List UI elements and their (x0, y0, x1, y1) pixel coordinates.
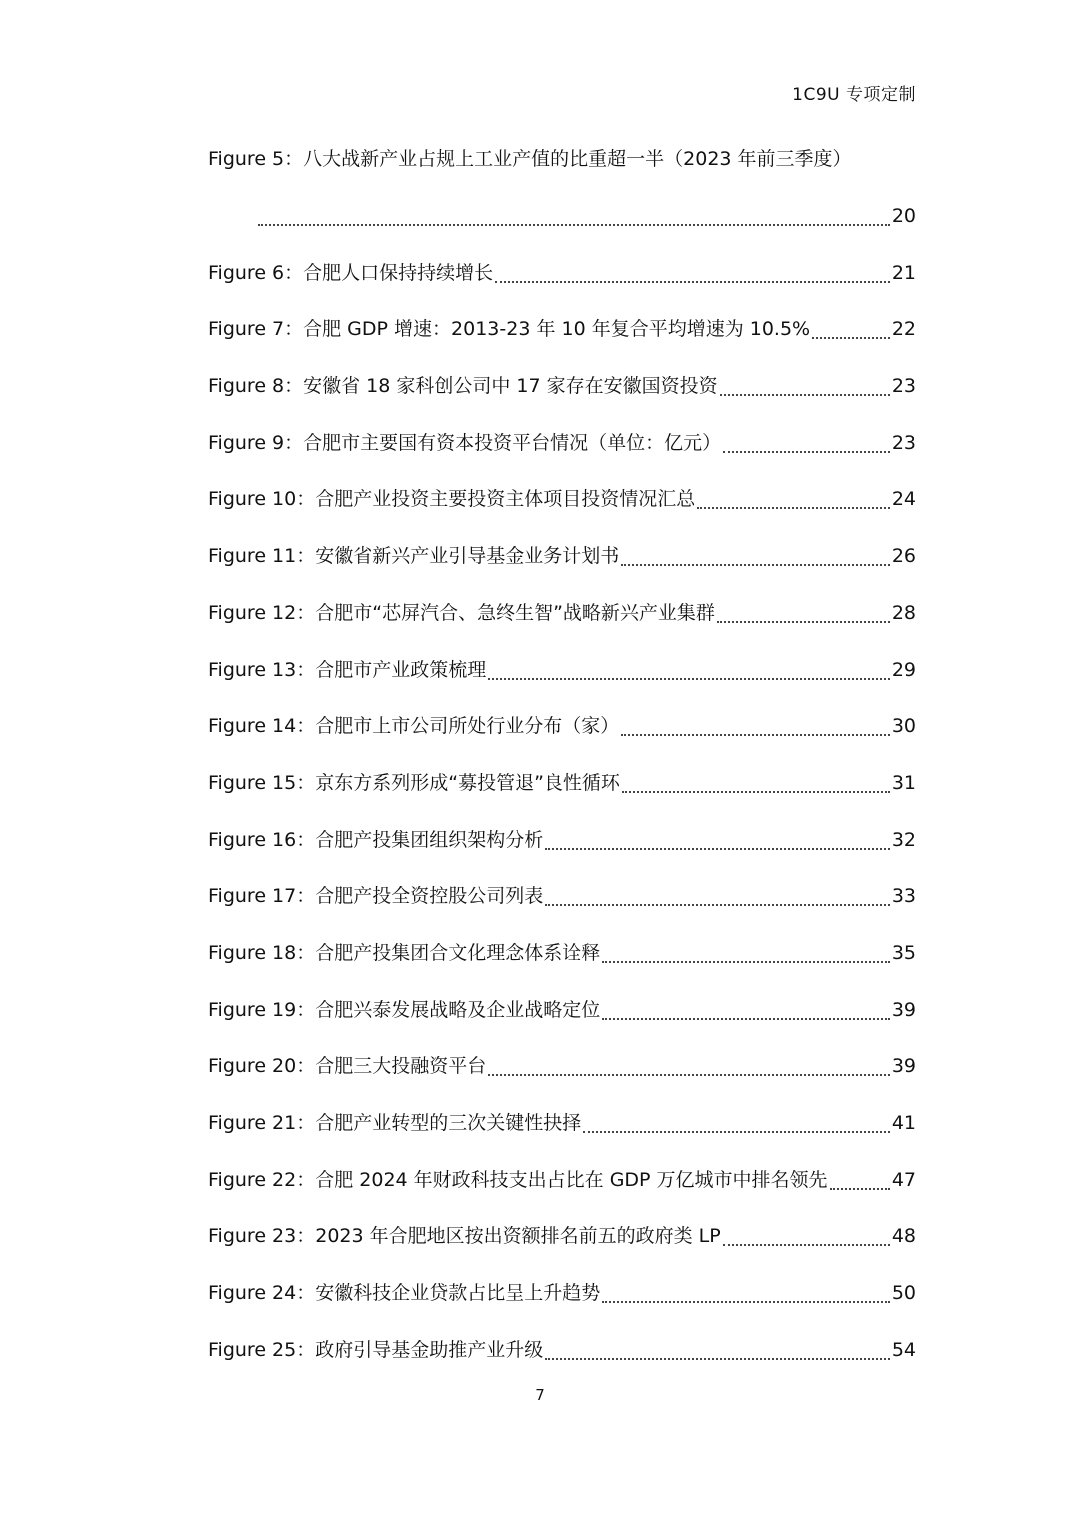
toc-entry-page: 30 (891, 715, 916, 738)
toc-entry[interactable] (208, 518, 916, 575)
toc-entry-label: Figure 8：安徽省 18 家科创公司中 17 家存在安徽国资投资 (208, 375, 718, 398)
toc-entry-page: 24 (891, 488, 916, 511)
toc-entry-page: 20 (891, 205, 916, 227)
toc-entry[interactable] (208, 292, 916, 349)
toc-entry-page: 47 (891, 1168, 916, 1191)
toc-entry[interactable] (208, 1085, 916, 1142)
toc-entry[interactable] (208, 1199, 916, 1256)
toc-entry[interactable] (208, 462, 916, 519)
list-of-figures (208, 140, 916, 1369)
toc-entry-label: Figure 25：政府引导基金助推产业升级 (208, 1338, 544, 1361)
dot-leader (723, 1243, 890, 1246)
page-header: 1C9U 专项定制 (792, 85, 916, 105)
toc-entry-page: 54 (891, 1338, 916, 1361)
dot-leader (488, 677, 890, 680)
toc-entry-label: Figure 10：合肥产业投资主要投资主体项目投资情况汇总 (208, 488, 696, 511)
toc-entry[interactable] (208, 1255, 916, 1312)
toc-entry-label: Figure 6：合肥人口保持持续增长 (208, 261, 494, 284)
toc-entry[interactable] (208, 745, 916, 802)
dot-leader (583, 1130, 890, 1133)
toc-entry-label: Figure 22：合肥 2024 年财政科技支出占比在 GDP 万亿城市中排名领先 (208, 1168, 828, 1191)
toc-entry-label: Figure 20：合肥三大投融资平台 (208, 1055, 487, 1078)
toc-entry[interactable] (208, 915, 916, 972)
dot-leader (830, 1187, 890, 1190)
toc-entry-label: Figure 15：京东方系列形成“募投管退”良性循环 (208, 771, 620, 794)
dot-leader (602, 1300, 890, 1303)
toc-entry[interactable] (208, 1142, 916, 1199)
dot-leader (258, 223, 890, 226)
toc-entry-label: Figure 24：安徽科技企业贷款占比呈上升趋势 (208, 1282, 601, 1305)
toc-entry[interactable] (208, 972, 916, 1029)
toc-entry-label: Figure 7：合肥 GDP 增速：2013-23 年 10 年复合平均增速为 10.5% (208, 318, 811, 341)
toc-entry[interactable] (208, 1029, 916, 1086)
toc-entry-page: 50 (891, 1282, 916, 1305)
page-number: 7 (535, 1386, 545, 1404)
dot-leader (622, 790, 890, 793)
toc-entry-label: Figure 17：合肥产投全资控股公司列表 (208, 885, 544, 908)
toc-entry-continuation[interactable] (208, 178, 916, 235)
toc-entry-label: Figure 9：合肥市主要国有资本投资平台情况（单位：亿元） (208, 431, 722, 454)
toc-entry[interactable] (208, 140, 916, 178)
dot-leader (723, 450, 890, 453)
dot-leader (697, 506, 890, 509)
toc-entry-page: 28 (891, 601, 916, 624)
toc-entry-page: 33 (891, 885, 916, 908)
toc-entry[interactable] (208, 689, 916, 746)
toc-entry-page: 41 (891, 1112, 916, 1134)
toc-entry-label: Figure 5：八大战新产业占规上工业产值的比重超一半（2023 年前三季度） (208, 148, 852, 170)
toc-entry-page: 23 (891, 375, 916, 398)
toc-entry[interactable] (208, 802, 916, 859)
toc-entry-page: 39 (891, 1055, 916, 1078)
toc-entry-label: Figure 18：合肥产投集团合文化理念体系诠释 (208, 941, 601, 964)
toc-entry[interactable] (208, 859, 916, 916)
toc-entry[interactable] (208, 235, 916, 292)
toc-entry-label: Figure 13：合肥市产业政策梳理 (208, 658, 487, 681)
dot-leader (621, 563, 890, 566)
toc-entry-page: 48 (891, 1225, 916, 1248)
toc-entry-page: 29 (891, 658, 916, 681)
dot-leader (545, 1357, 890, 1360)
dot-leader (495, 280, 890, 283)
dot-leader (545, 903, 890, 906)
toc-entry-page: 21 (891, 261, 916, 284)
toc-entry-page: 22 (891, 318, 916, 341)
toc-entry-page: 23 (891, 431, 916, 454)
toc-entry[interactable] (208, 348, 916, 405)
toc-entry-label: Figure 19：合肥兴泰发展战略及企业战略定位 (208, 998, 601, 1021)
toc-entry-label: Figure 21：合肥产业转型的三次关键性抉择 (208, 1112, 582, 1134)
toc-entry-page: 35 (891, 941, 916, 964)
toc-entry[interactable] (208, 1312, 916, 1369)
toc-entry-page: 31 (891, 771, 916, 794)
toc-entry-label: Figure 12：合肥市“芯屏汽合、急终生智”战略新兴产业集群 (208, 601, 715, 624)
toc-entry-label: Figure 23：2023 年合肥地区按出资额排名前五的政府类 LP (208, 1225, 721, 1248)
dot-leader (488, 1073, 890, 1076)
dot-leader (717, 620, 890, 623)
dot-leader (621, 733, 890, 736)
toc-entry[interactable] (208, 575, 916, 632)
dot-leader (812, 336, 890, 339)
toc-entry-page: 26 (891, 545, 916, 568)
dot-leader (720, 393, 890, 396)
toc-entry-label: Figure 14：合肥市上市公司所处行业分布（家） (208, 715, 620, 738)
toc-entry-label: Figure 16：合肥产投集团组织架构分析 (208, 828, 544, 851)
toc-entry-page: 39 (891, 998, 916, 1021)
dot-leader (545, 847, 890, 850)
toc-entry-label: Figure 11：安徽省新兴产业引导基金业务计划书 (208, 545, 620, 568)
dot-leader (602, 960, 890, 963)
dot-leader (602, 1017, 890, 1020)
toc-entry[interactable] (208, 632, 916, 689)
toc-entry[interactable] (208, 405, 916, 462)
toc-entry-page: 32 (891, 828, 916, 851)
